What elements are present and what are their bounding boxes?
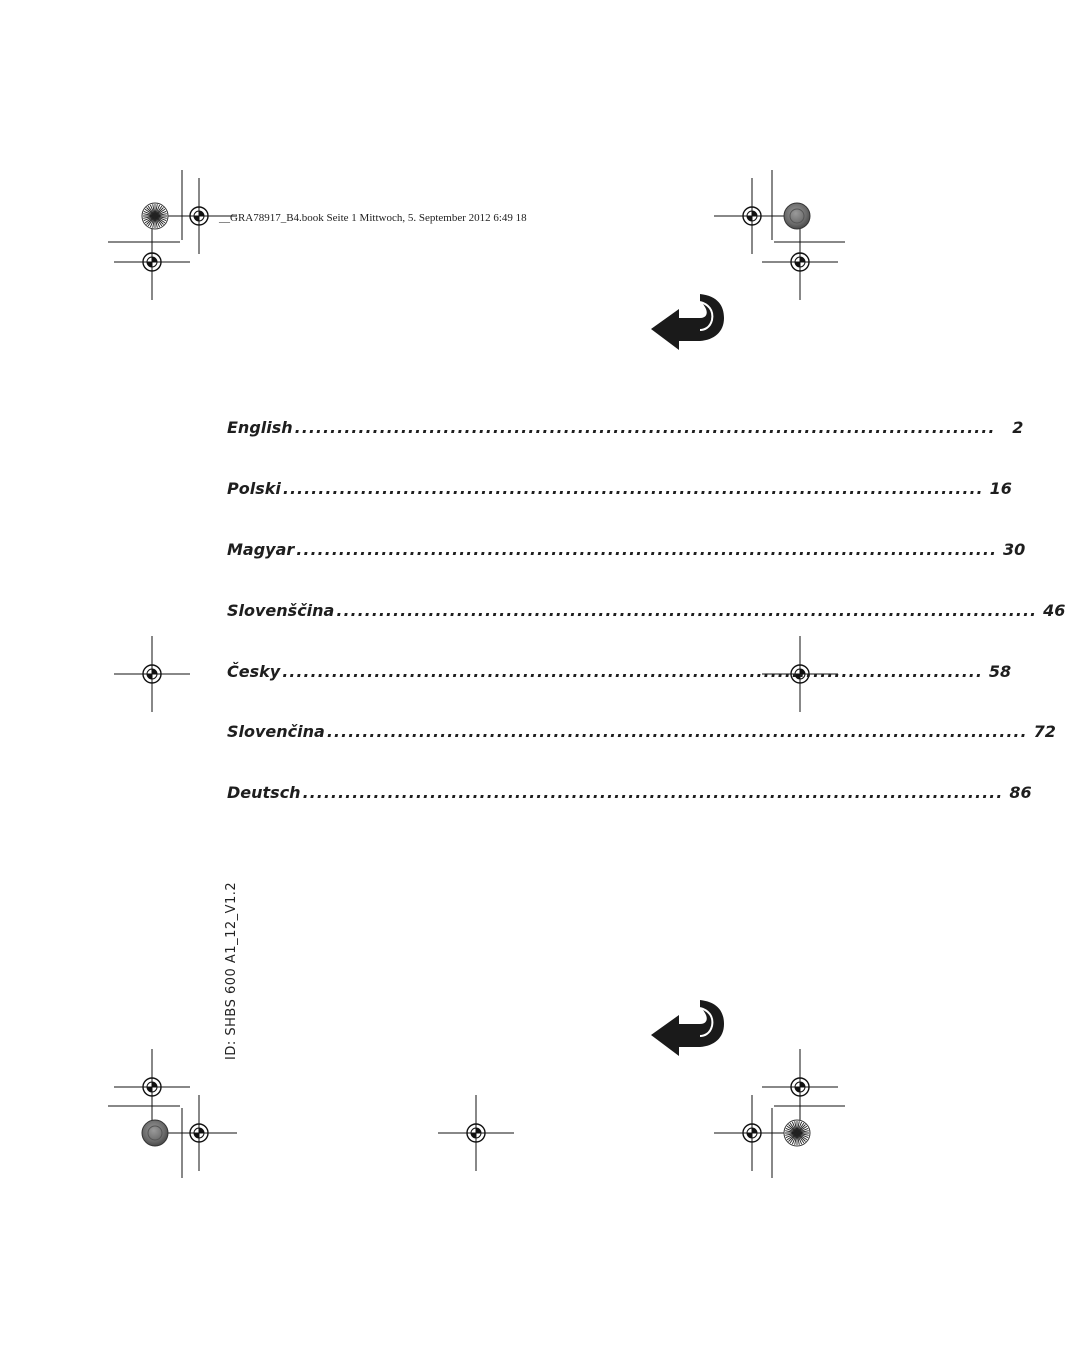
back-arrow-icon <box>648 998 728 1058</box>
toc-leader: ................................................................................................... <box>326 722 1028 741</box>
toc-page-number: 58 <box>988 662 1012 681</box>
back-arrow-icon <box>648 292 728 352</box>
toc-entry-cesky[interactable] <box>227 662 1012 686</box>
toc-label: Slovenčina <box>227 722 325 741</box>
toc-leader: ................................................................................................... <box>336 601 1038 620</box>
toc-label: Polski <box>227 479 281 498</box>
toc-label: Česky <box>227 662 281 681</box>
toc-entry-deutsch[interactable] <box>227 783 1032 807</box>
toc-entry-english[interactable] <box>227 418 1024 442</box>
toc-leader: ................................................................................................... <box>296 540 998 559</box>
toc-label: Magyar <box>227 540 295 559</box>
toc-page-number: 72 <box>1033 722 1056 741</box>
toc-label: Slovenščina <box>227 601 335 620</box>
toc-page-number: 30 <box>1003 540 1026 559</box>
toc-label: Deutsch <box>227 783 301 802</box>
toc-leader: ................................................................................................... <box>282 662 983 681</box>
document-id: ID: SHBS 600 A1_12_V1.2 <box>224 881 239 1060</box>
toc-page-number: 2 <box>1012 418 1024 437</box>
toc-entry-polski[interactable] <box>227 479 1012 503</box>
toc-page-number: 16 <box>989 479 1012 498</box>
toc-entry-magyar[interactable] <box>227 540 1026 564</box>
toc-page-number: 86 <box>1009 783 1032 802</box>
print-header: __GRA78917_B4.book Seite 1 Mittwoch, 5. September 2012 6:49 18 <box>219 212 527 224</box>
toc-entry-slovenscina[interactable] <box>227 601 1065 625</box>
toc-page-number: 46 <box>1043 601 1065 620</box>
toc-entry-slovencina[interactable] <box>227 722 1056 746</box>
toc-leader: ................................................................................................... <box>302 783 1004 802</box>
toc-label: English <box>227 418 293 437</box>
toc-leader: ................................................................................................... <box>294 418 996 437</box>
toc-leader: ................................................................................................... <box>282 479 984 498</box>
